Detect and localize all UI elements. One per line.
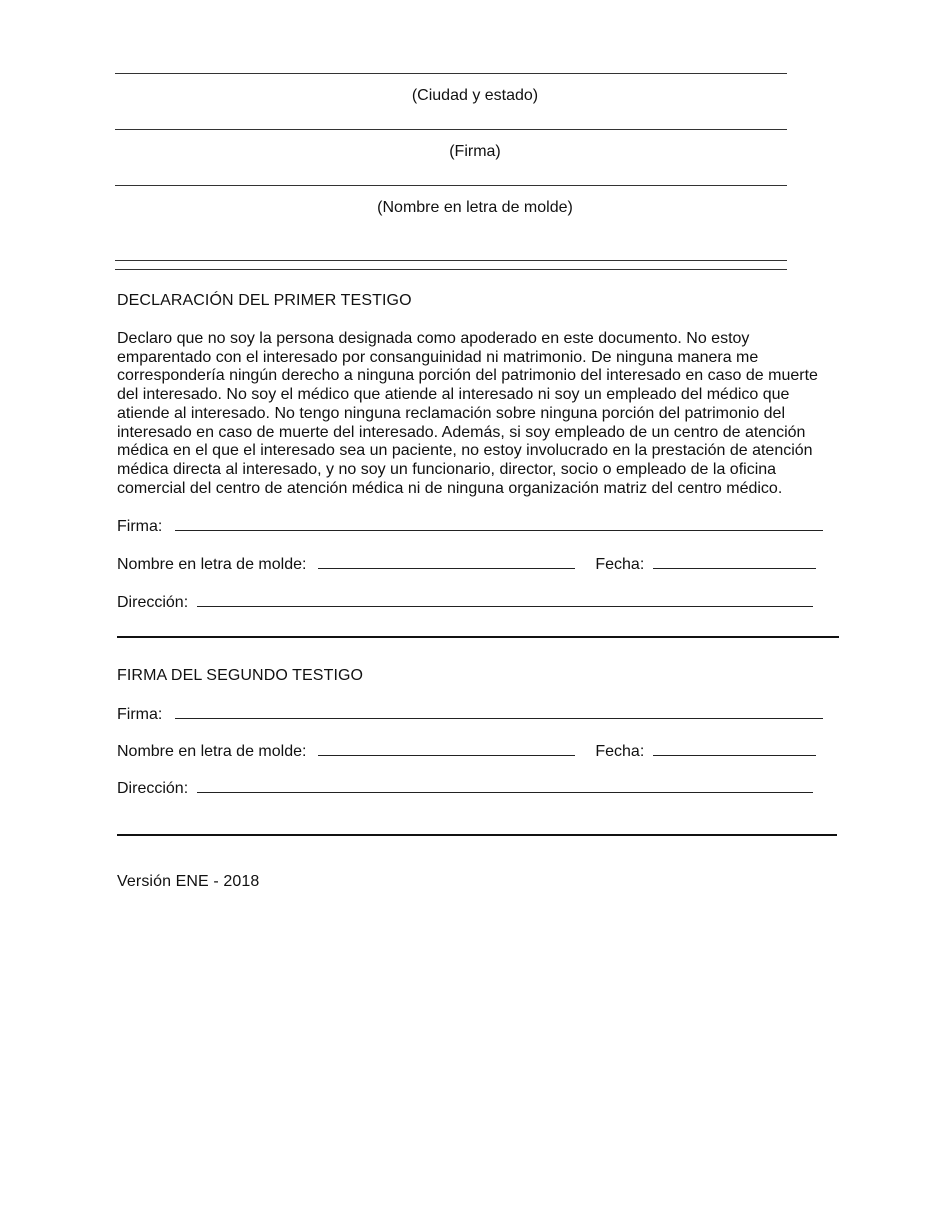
- divider-line: [115, 260, 787, 261]
- signature-field[interactable]: [175, 516, 823, 531]
- print-name-caption: (Nombre en letra de molde): [377, 199, 573, 216]
- signature-caption: (Firma): [449, 143, 501, 160]
- first-witness-declaration: Declaro que no soy la persona designada como apoderado en este documento. No estoy emparentado con el interesado por consanguinidad ni matrimonio. De ninguna manera me correspondería ningún derecho a ninguna porción del patrimonio del interesado en caso de muerte del interesado. No soy el médico que atiende al interesado ni soy un empleado del médico que atiende al interesado. No tengo ninguna reclamación sobre ninguna porción del patrimonio del interesado en caso de muerte del interesado. Además, si soy empleado de un centro de atención médica en el que el interesado sea un paciente, no estoy involucrado en la prestación de atención médica directa al interesado, y no soy un funcionario, director, socio o empleado de la oficina comercial del centro de atención médica ni de ninguna organización matriz del centro médico.: [117, 330, 818, 497]
- second-witness-name-row: [117, 741, 816, 762]
- version-label: Versión ENE - 2018: [117, 873, 260, 890]
- section-divider: [117, 834, 837, 836]
- address-label: Dirección:: [117, 594, 189, 611]
- name-label: Nombre en letra de molde:: [117, 743, 307, 760]
- name-field[interactable]: [318, 741, 575, 756]
- city-state-caption: (Ciudad y estado): [411, 87, 539, 104]
- divider-line: [115, 269, 787, 270]
- date-field[interactable]: [653, 554, 816, 569]
- signature-label: Firma:: [117, 706, 163, 723]
- name-field[interactable]: [318, 554, 575, 569]
- second-witness-heading: FIRMA DEL SEGUNDO TESTIGO: [117, 667, 364, 684]
- signature-field[interactable]: [175, 704, 823, 719]
- date-field[interactable]: [653, 741, 816, 756]
- first-witness-address-row: [117, 592, 813, 613]
- date-label: Fecha:: [595, 556, 645, 573]
- second-witness-signature-row: [117, 704, 823, 725]
- first-witness-heading: DECLARACIÓN DEL PRIMER TESTIGO: [117, 292, 412, 309]
- section-divider: [117, 636, 839, 638]
- second-witness-address-row: [117, 778, 813, 799]
- address-field[interactable]: [197, 778, 813, 793]
- name-label: Nombre en letra de molde:: [117, 556, 307, 573]
- signature-line: [115, 129, 787, 130]
- city-state-line: [115, 73, 787, 74]
- address-field[interactable]: [197, 592, 813, 607]
- first-witness-signature-row: [117, 516, 823, 537]
- first-witness-name-row: [117, 554, 816, 575]
- print-name-line: [115, 185, 787, 186]
- signature-label: Firma:: [117, 518, 163, 535]
- date-label: Fecha:: [595, 743, 645, 760]
- address-label: Dirección:: [117, 780, 189, 797]
